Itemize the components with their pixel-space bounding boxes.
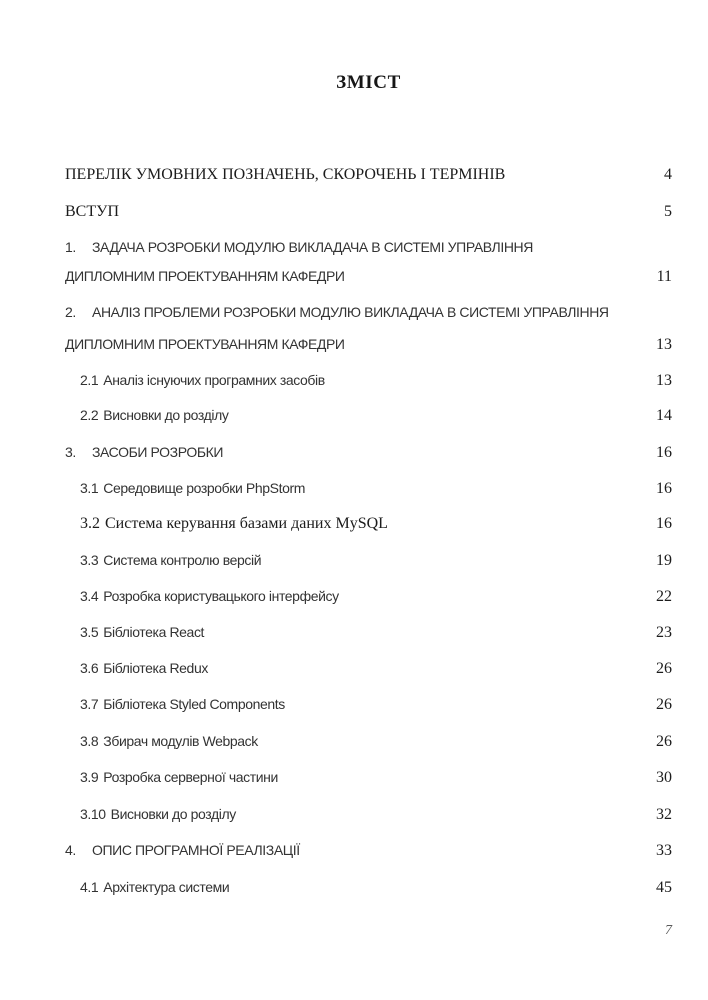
toc-entry — [65, 842, 672, 860]
toc-entry-label: Висновки до розділу — [103, 407, 229, 423]
toc-entry-label: Розробка користувацького інтерфейсу — [103, 588, 339, 604]
toc-page-number: 32 — [656, 806, 672, 823]
toc-page-number: 13 — [656, 372, 672, 389]
toc-entry-label: Розробка серверної частини — [103, 769, 278, 785]
toc-entry-label: Бібліотека React — [103, 624, 205, 640]
toc-entry-number: 2. — [65, 304, 76, 320]
toc-entry — [65, 879, 672, 897]
toc-entry-label: ЗАСОБИ РОЗРОБКИ — [92, 444, 224, 460]
toc-entry-label: Збирач модулів Webpack — [103, 733, 258, 749]
toc-entry-number: 2.1 — [80, 372, 99, 388]
toc-page-number: 19 — [656, 552, 672, 569]
toc-entry-label: ДИПЛОМНИМ ПРОЕКТУВАННЯМ КАФЕДРИ — [65, 336, 345, 352]
toc-entry — [65, 733, 672, 751]
toc-entry-label: ДИПЛОМНИМ ПРОЕКТУВАННЯМ КАФЕДРИ — [65, 268, 345, 284]
toc-entry-label: Аналіз існуючих програмних засобів — [103, 372, 325, 388]
toc-entry-label: ВСТУП — [65, 203, 119, 220]
toc-entry-label: Середовище розробки PhpStorm — [103, 480, 305, 496]
toc-entry-number: 3.4 — [80, 588, 99, 604]
page-title: ЗМІСТ — [336, 72, 401, 93]
toc-page-number: 5 — [664, 203, 672, 220]
toc-entry-label: Архітектура системи — [103, 879, 230, 895]
toc-entry-continuation — [65, 268, 672, 286]
toc-entry-number: 1. — [65, 239, 76, 255]
toc-entry — [65, 372, 672, 390]
toc-entry — [65, 696, 672, 714]
toc-entry — [65, 304, 672, 320]
toc-entry-number: 3.2 — [80, 515, 100, 532]
toc-entry — [65, 407, 672, 425]
toc-entry-number: 3.1 — [80, 480, 99, 496]
toc-entry — [65, 660, 672, 678]
toc-entry-label: АНАЛІЗ ПРОБЛЕМИ РОЗРОБКИ МОДУЛЮ ВИКЛАДАЧА В СИСТЕМІ УПРАВЛІННЯ — [92, 304, 609, 320]
toc-entry — [65, 769, 672, 787]
toc-entry — [65, 588, 672, 606]
toc-page-number: 26 — [656, 660, 672, 677]
toc-entry-label: Система контролю версій — [103, 552, 262, 568]
toc-entry-number: 2.2 — [80, 407, 99, 423]
toc-entry — [65, 166, 672, 184]
toc-entry-number: 3.3 — [80, 552, 99, 568]
toc-entry-label: Бібліотека Styled Components — [103, 696, 285, 712]
toc-entry-number: 4. — [65, 842, 76, 858]
toc-page-number: 22 — [656, 588, 672, 605]
toc-entry-number: 3.5 — [80, 624, 99, 640]
toc-page-number: 30 — [656, 769, 672, 786]
toc-page-number: 16 — [656, 515, 672, 532]
toc-entry-number: 3.8 — [80, 733, 99, 749]
toc-page-number: 11 — [656, 268, 672, 285]
toc-page-number: 26 — [656, 696, 672, 713]
footer-page-number: 7 — [665, 923, 672, 938]
toc-entry-label: Висновки до розділу — [110, 806, 236, 822]
toc-entry-number: 3.9 — [80, 769, 99, 785]
toc-page-number: 45 — [656, 879, 672, 896]
toc-page-number: 33 — [656, 842, 672, 859]
toc-page-number: 23 — [656, 624, 672, 641]
toc-entry-number: 4.1 — [80, 879, 99, 895]
toc-entry — [65, 444, 672, 462]
toc-entry-number: 3.7 — [80, 696, 99, 712]
toc-entry-number: 3. — [65, 444, 76, 460]
toc-entry — [65, 480, 672, 498]
toc-page-number: 16 — [656, 480, 672, 497]
toc-entry — [65, 203, 672, 221]
toc-entry-label: Система керування базами даних MySQL — [105, 515, 388, 532]
toc-entry — [65, 806, 672, 824]
toc-page-number: 16 — [656, 444, 672, 461]
toc-entry — [65, 552, 672, 570]
toc-page-number: 4 — [664, 166, 672, 183]
toc-entry-label: ОПИС ПРОГРАМНОЇ РЕАЛІЗАЦІЇ — [92, 842, 300, 858]
toc-page-number: 13 — [656, 336, 672, 353]
toc-entry-number: 3.6 — [80, 660, 99, 676]
toc-entry-continuation — [65, 336, 672, 354]
toc-entry — [65, 239, 672, 255]
toc-entry-label: ПЕРЕЛІК УМОВНИХ ПОЗНАЧЕНЬ, СКОРОЧЕНЬ І ТЕРМІНІВ — [65, 166, 506, 183]
toc-entry-number: 3.10 — [80, 806, 106, 822]
toc-page-number: 26 — [656, 733, 672, 750]
toc-entry-label: ЗАДАЧА РОЗРОБКИ МОДУЛЮ ВИКЛАДАЧА В СИСТЕМІ УПРАВЛІННЯ — [92, 239, 533, 255]
toc-entry-label: Бібліотека Redux — [103, 660, 208, 676]
toc-entry — [65, 624, 672, 642]
toc-entry — [65, 515, 672, 533]
toc-page-number: 14 — [656, 407, 672, 424]
